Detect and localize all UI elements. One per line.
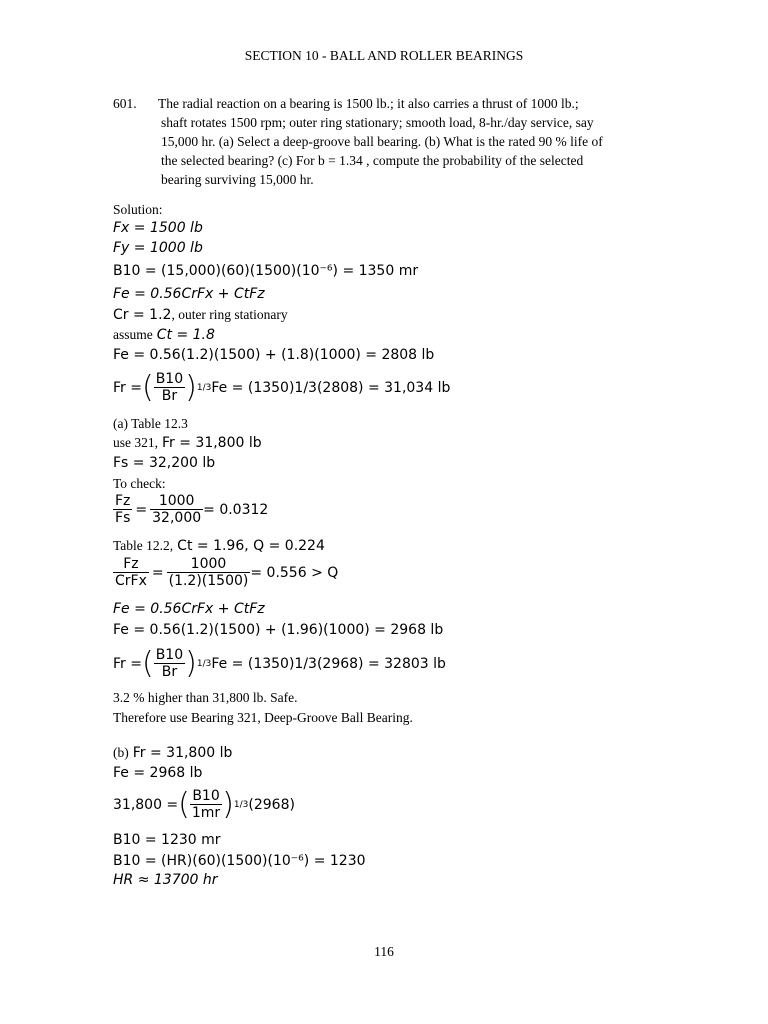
part-b-fe: Fe = 2968 lb [113, 765, 203, 781]
fs-value: Fs = 32,200 lb [113, 455, 216, 471]
part-b-b10: B10 = 1230 mr [113, 832, 221, 848]
q-equation: $\frac{Fz}{\text{CrFx}}$ = $\frac{1000}{(1.2)(1500)}$ = 0.556 > Q [115, 556, 339, 589]
fr-rhs-2: Fe = (1350)1/3(2968) = 32803 lb [211, 655, 446, 672]
cr-note: , outer ring stationary [171, 307, 288, 322]
assume-value: Ct = 1.8 [156, 327, 215, 343]
q-lhs-fraction: $\frac{Fz}{\text{CrFx}}$ [115, 556, 147, 589]
check-rhs-fraction: $\frac{1000}{32,000}$ [152, 493, 202, 526]
table-12-2-label: Table 12.2, [113, 538, 174, 553]
problem-line-1: The radial reaction on a bearing is 1500 lb.; it also carries a thrust of 1000 lb.; [158, 96, 579, 111]
part-b-rhs: (2968) [248, 796, 295, 813]
q-result: = 0.556 > Q [250, 564, 339, 581]
q-rhs-fraction: $\frac{1000}{(1.2)(1500)}$ [168, 556, 249, 589]
fr-fraction-1: $\frac{B10}{Br}$ [155, 371, 184, 404]
section-header: SECTION 10 - BALL AND ROLLER BEARINGS [244, 48, 524, 63]
use-label: use 321, [113, 435, 158, 450]
part-b-label: (b) [113, 745, 129, 760]
fe-calc-2: Fe = 0.56(1.2)(1500) + (1.96)(1000) = 2968 lb [113, 622, 444, 638]
fe-formula-2: Fe = 0.56CrFx + CtFz [113, 601, 265, 617]
fr-rhs-1: Fe = (1350)1/3(2808) = 31,034 lb [211, 379, 451, 396]
assume-line [113, 326, 215, 344]
check-label: To check: [113, 476, 166, 491]
part-b-b10-calc: B10 = (HR)(60)(1500)(10⁻⁶) = 1230 [113, 853, 366, 869]
table-12-2-value: Ct = 1.96, Q = 0.224 [177, 538, 325, 554]
conclusion: Therefore use Bearing 321, Deep-Groove Ball Bearing. [113, 710, 413, 725]
cr-value: Cr = 1.2 [113, 307, 172, 323]
solution-label: Solution: [113, 202, 163, 217]
problem-line-4: the selected bearing? (c) For b = 1.34 , compute the probability of the selected [161, 153, 584, 168]
use-line [113, 434, 262, 452]
b10-equation: B10 = (15,000)(60)(1500)(10⁻⁶) = 1350 mr [113, 263, 419, 279]
fr-calc-2: Fr = ( $\frac{B10}{Br}$ ) 1/3 Fe = (1350)1/3(2968) = 32803 lb [113, 646, 446, 681]
problem-line-2: shaft rotates 1500 rpm; outer ring stationary; smooth load, 8-hr./day service, say [161, 115, 594, 130]
part-b-lhs: 31,800 = [113, 796, 179, 813]
problem-line-5: bearing surviving 15,000 hr. [161, 172, 314, 187]
fr-lhs-1: Fr = [113, 379, 142, 396]
table-12-2-line [113, 537, 325, 555]
part-b-fr: Fr = 31,800 lb [132, 745, 233, 761]
check-equation: $\frac{Fz}{Fs}$ = $\frac{1000}{32,000}$ = 0.0312 [115, 493, 269, 526]
fr-fraction-2: $\frac{B10}{Br}$ [155, 647, 184, 680]
part-b-equation: 31,800 = ( $\frac{B10}{1mr}$ ) 1/3 (2968) [113, 787, 295, 822]
fr-exponent-1: 1/3 [196, 382, 212, 393]
use-value: Fr = 31,800 lb [162, 435, 262, 451]
page-number: 116 [374, 944, 394, 959]
part-b-fraction: $\frac{B10}{1mr}$ [191, 788, 221, 821]
fx-equation: Fx = 1500 lb [113, 220, 203, 236]
fr-calc-1: Fr = ( $\frac{B10}{Br}$ ) 1/3 Fe = (1350)1/3(2808) = 31,034 lb [113, 370, 451, 405]
problem-number: 601. [113, 96, 137, 111]
cr-line [113, 306, 288, 324]
higher-note: 3.2 % higher than 31,800 lb. Safe. [113, 690, 298, 705]
check-result: = 0.0312 [203, 501, 269, 518]
part-b-line [113, 744, 232, 762]
fy-equation: Fy = 1000 lb [113, 240, 203, 256]
part-a-table: (a) Table 12.3 [113, 416, 188, 431]
check-lhs-fraction: $\frac{Fz}{Fs}$ [115, 493, 131, 526]
problem-line-3: 15,000 hr. (a) Select a deep-groove ball bearing. (b) What is the rated 90 % life of [161, 134, 603, 149]
assume-label: assume [113, 327, 153, 342]
part-b-hr: HR ≈ 13700 hr [113, 872, 218, 888]
fe-formula-1: Fe = 0.56CrFx + CtFz [113, 286, 265, 302]
fe-calc-1: Fe = 0.56(1.2)(1500) + (1.8)(1000) = 2808 lb [113, 347, 435, 363]
